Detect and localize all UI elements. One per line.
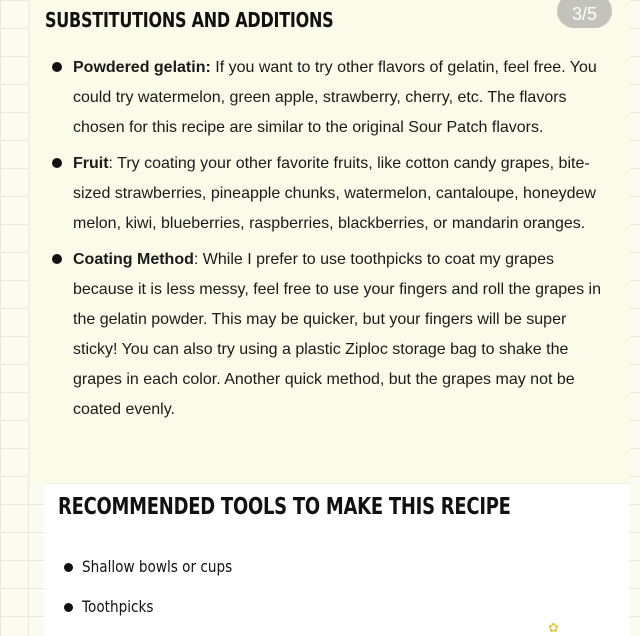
list-item-coating-method: [50, 245, 610, 425]
section-title-substitutions: SUBSTITUTIONS AND ADDITIONS: [45, 8, 334, 32]
item-text: : While I prefer to use toothpicks to coat my grapes because it is less messy, feel free to use your fingers and roll the grapes in the gelatin powder. This may be quicker, but your fingers will be super sticky! You can also try using a plastic Ziploc storage bag to shake the grapes in each color. Another quick method, but the grapes may not be coated evenly.: [73, 251, 601, 418]
star-decoration-icon: ✿: [548, 620, 559, 635]
list-item-shallow-bowls: [62, 554, 259, 594]
item-term: Coating Method: [73, 251, 194, 268]
item-term: Powdered gelatin:: [73, 59, 211, 76]
list-item-fruit: [50, 149, 610, 239]
section-title-tools: RECOMMENDED TOOLS TO MAKE THIS RECIPE: [58, 494, 511, 520]
list-item-powdered-gelatin: [50, 53, 610, 143]
bullet-icon: [64, 603, 73, 612]
list-item-toothpicks: [62, 594, 259, 634]
tools-list: [62, 554, 259, 634]
bullet-icon: [52, 62, 62, 72]
item-text: If you want to try other flavors of gelatin, feel free. You could try watermelon, green apple, strawberry, cherry, etc. The flavors chosen for this recipe are similar to the original Sour Patch flavors.: [73, 59, 597, 136]
item-text: : Try coating your other favorite fruits, like cotton candy grapes, bite-sized strawberries, pineapple chunks, watermelon, cantaloupe, honeydew melon, kiwi, blueberries, raspberries, blackberries, or mandarin oranges.: [73, 155, 596, 232]
item-term: Fruit: [73, 155, 109, 172]
substitutions-list: [50, 53, 610, 431]
page-indicator-badge: 3/5: [557, 0, 612, 28]
bullet-icon: [52, 158, 62, 168]
bullet-icon: [64, 563, 73, 572]
item-text: Toothpicks: [82, 597, 154, 616]
bullet-icon: [52, 254, 62, 264]
item-text: Shallow bowls or cups: [82, 557, 233, 576]
